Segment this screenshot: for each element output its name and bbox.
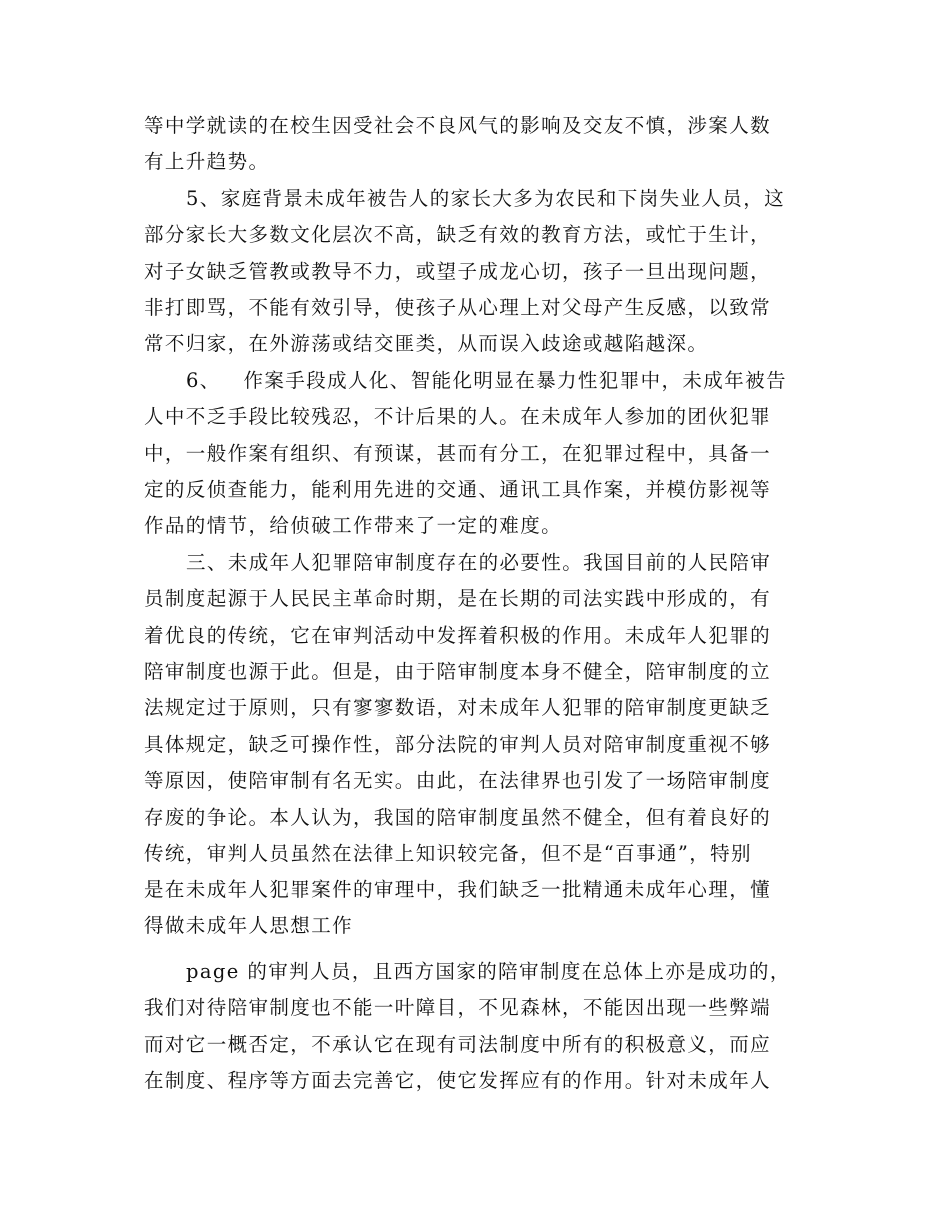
text-line: 5、家庭背景未成年被告人的家长大多为农民和下岗失业人员，这 bbox=[186, 187, 786, 210]
text-line: 员制度起源于人民民主革命时期，是在长期的司法实践中形成的，有 bbox=[144, 587, 772, 610]
text-line: 对子女缺乏管教或教导不力，或望子成龙心切，孩子一旦出现问题， bbox=[144, 260, 772, 283]
text-line: 作品的情节，给侦破工作带来了一定的难度。 bbox=[144, 514, 563, 537]
text-line: 非打即骂，不能有效引导，使孩子从心理上对父母产生反感，以致常 bbox=[144, 296, 772, 319]
text-line: 存废的争论。本人认为，我国的陪审制度虽然不健全，但有着良好的 bbox=[144, 806, 772, 829]
text-line: page 的审判人员，且西方国家的陪审制度在总体上亦是成功的， bbox=[186, 960, 791, 983]
text-line: 6、 作案手段成人化、智能化明显在暴力性犯罪中，未成年被告 bbox=[186, 369, 787, 392]
text-line: 传统，审判人员虽然在法律上知识较完备，但不是“百事通”，特别 bbox=[144, 842, 752, 865]
text-line: 中，一般作案有组织、有预谋，甚而有分工，在犯罪过程中，具备一 bbox=[144, 442, 772, 465]
text-line: 三、未成年人犯罪陪审制度存在的必要性。我国目前的人民陪审 bbox=[186, 551, 772, 574]
text-line: 而对它一概否定，不承认它在现有司法制度中所有的积极意义，而应 bbox=[144, 1033, 772, 1056]
text-line: 着优良的传统，它在审判活动中发挥着积极的作用。未成年人犯罪的 bbox=[144, 624, 772, 647]
text-line: 等原因，使陪审制有名无实。由此，在法律界也引发了一场陪审制度 bbox=[144, 769, 772, 792]
text-line: 法规定过于原则，只有寥寥数语，对未成年人犯罪的陪审制度更缺乏 bbox=[144, 696, 772, 719]
text-line: 陪审制度也源于此。但是，由于陪审制度本身不健全，陪审制度的立 bbox=[144, 660, 772, 683]
text-line: 人中不乏手段比较残忍，不计后果的人。在未成年人参加的团伙犯罪 bbox=[144, 405, 772, 428]
text-line: 具体规定，缺乏可操作性，部分法院的审判人员对陪审制度重视不够 bbox=[144, 733, 772, 756]
text-line: 有上升趋势。 bbox=[144, 150, 270, 173]
text-line: 常不归家，在外游荡或结交匪类，从而误入歧途或越陷越深。 bbox=[144, 332, 709, 355]
text-line: 我们对待陪审制度也不能一叶障目，不见森林，不能因出现一些弊端 bbox=[144, 996, 772, 1019]
text-line: 是在未成年人犯罪案件的审理中，我们缺乏一批精通未成年心理，懂 bbox=[144, 878, 772, 901]
text-line: 部分家长大多数文化层次不高，缺乏有效的教育方法，或忙于生计， bbox=[144, 223, 772, 246]
text-line: 在制度、程序等方面去完善它，使它发挥应有的作用。针对未成年人 bbox=[144, 1069, 772, 1092]
text-line: 得做未成年人思想工作 bbox=[144, 914, 354, 937]
text-line: 等中学就读的在校生因受社会不良风气的影响及交友不慎，涉案人数 bbox=[144, 114, 772, 137]
text-line: 定的反侦查能力，能利用先进的交通、通讯工具作案，并模仿影视等 bbox=[144, 478, 772, 501]
